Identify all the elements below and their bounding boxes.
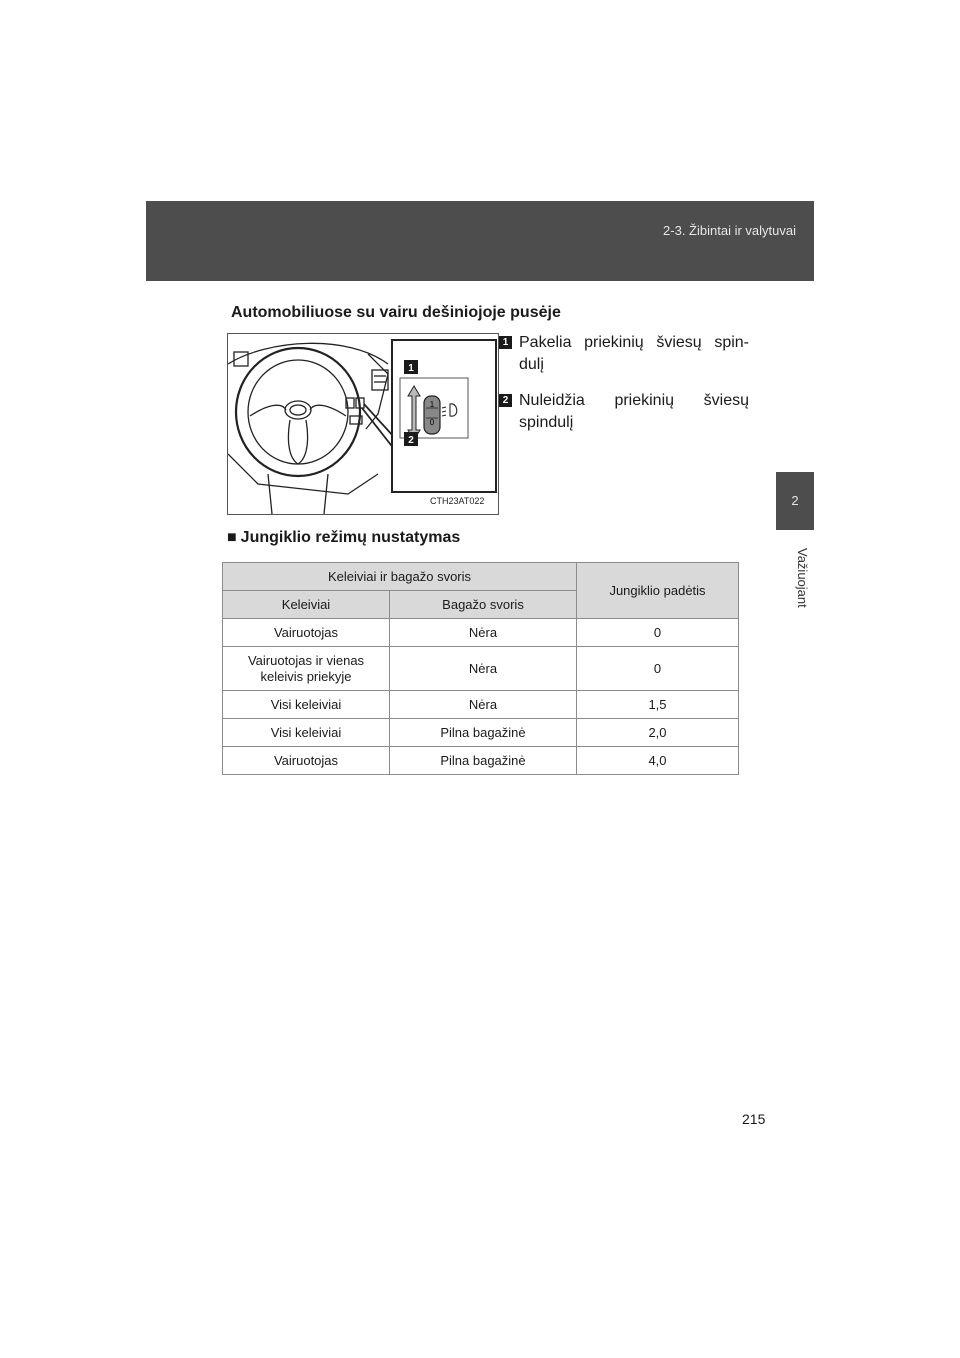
chapter-label: Važiuojant bbox=[795, 548, 810, 608]
cell-luggage: Nėra bbox=[390, 647, 577, 691]
callout-text-1: Pakelia priekinių šviesų spin-dulį bbox=[519, 334, 749, 373]
dial-label-0: 0 bbox=[429, 418, 435, 427]
cell-position: 1,5 bbox=[577, 691, 739, 719]
cell-luggage: Pilna bagažinė bbox=[390, 719, 577, 747]
page-number: 215 bbox=[742, 1111, 766, 1127]
cell-passengers: Visi keleiviai bbox=[223, 719, 390, 747]
square-bullet-icon: ■ bbox=[227, 529, 237, 546]
table-row bbox=[223, 747, 739, 775]
steering-wheel-illustration bbox=[228, 334, 498, 514]
callout-text-2: Nuleidžia priekinių šviesų spindulį bbox=[519, 392, 749, 431]
cell-passengers: Vairuotojas bbox=[223, 747, 390, 775]
header-switch-position: Jungiklio padėtis bbox=[577, 563, 739, 619]
cell-position: 0 bbox=[577, 647, 739, 691]
callout-list bbox=[499, 332, 749, 448]
figure-code: CTH23AT022 bbox=[430, 496, 485, 506]
chapter-tab: 2 bbox=[776, 472, 814, 530]
table-row bbox=[223, 691, 739, 719]
figure-callout-2: 2 bbox=[408, 435, 414, 446]
figure-callout-1: 1 bbox=[408, 363, 414, 374]
dial-label-1: 1 bbox=[429, 400, 435, 409]
section-heading bbox=[227, 529, 460, 547]
settings-table bbox=[222, 562, 739, 775]
dashboard-illustration bbox=[227, 333, 499, 515]
cell-passengers: Vairuotojas bbox=[223, 619, 390, 647]
cell-position: 4,0 bbox=[577, 747, 739, 775]
header-luggage: Bagažo svoris bbox=[390, 591, 577, 619]
callout-item bbox=[499, 390, 749, 434]
cell-position: 2,0 bbox=[577, 719, 739, 747]
callout-number-1: 1 bbox=[499, 336, 512, 349]
cell-passengers: Visi keleiviai bbox=[223, 691, 390, 719]
header-passengers: Keleiviai bbox=[223, 591, 390, 619]
header-group: Keleiviai ir bagažo svoris bbox=[223, 563, 577, 591]
header-band bbox=[146, 201, 814, 281]
callout-number-2: 2 bbox=[499, 394, 512, 407]
subheading: Automobiliuose su vairu dešiniojoje pusėje bbox=[231, 304, 561, 321]
table-row bbox=[223, 647, 739, 691]
table-row bbox=[223, 719, 739, 747]
section-heading-text: Jungiklio režimų nustatymas bbox=[240, 529, 461, 546]
cell-passengers: Vairuotojas ir vienas keleivis priekyje bbox=[223, 647, 390, 691]
cell-position: 0 bbox=[577, 619, 739, 647]
callout-item bbox=[499, 332, 749, 376]
cell-luggage: Pilna bagažinė bbox=[390, 747, 577, 775]
cell-luggage: Nėra bbox=[390, 691, 577, 719]
table-row bbox=[223, 619, 739, 647]
section-title: 2-3. Žibintai ir valytuvai bbox=[663, 223, 796, 238]
cell-luggage: Nėra bbox=[390, 619, 577, 647]
